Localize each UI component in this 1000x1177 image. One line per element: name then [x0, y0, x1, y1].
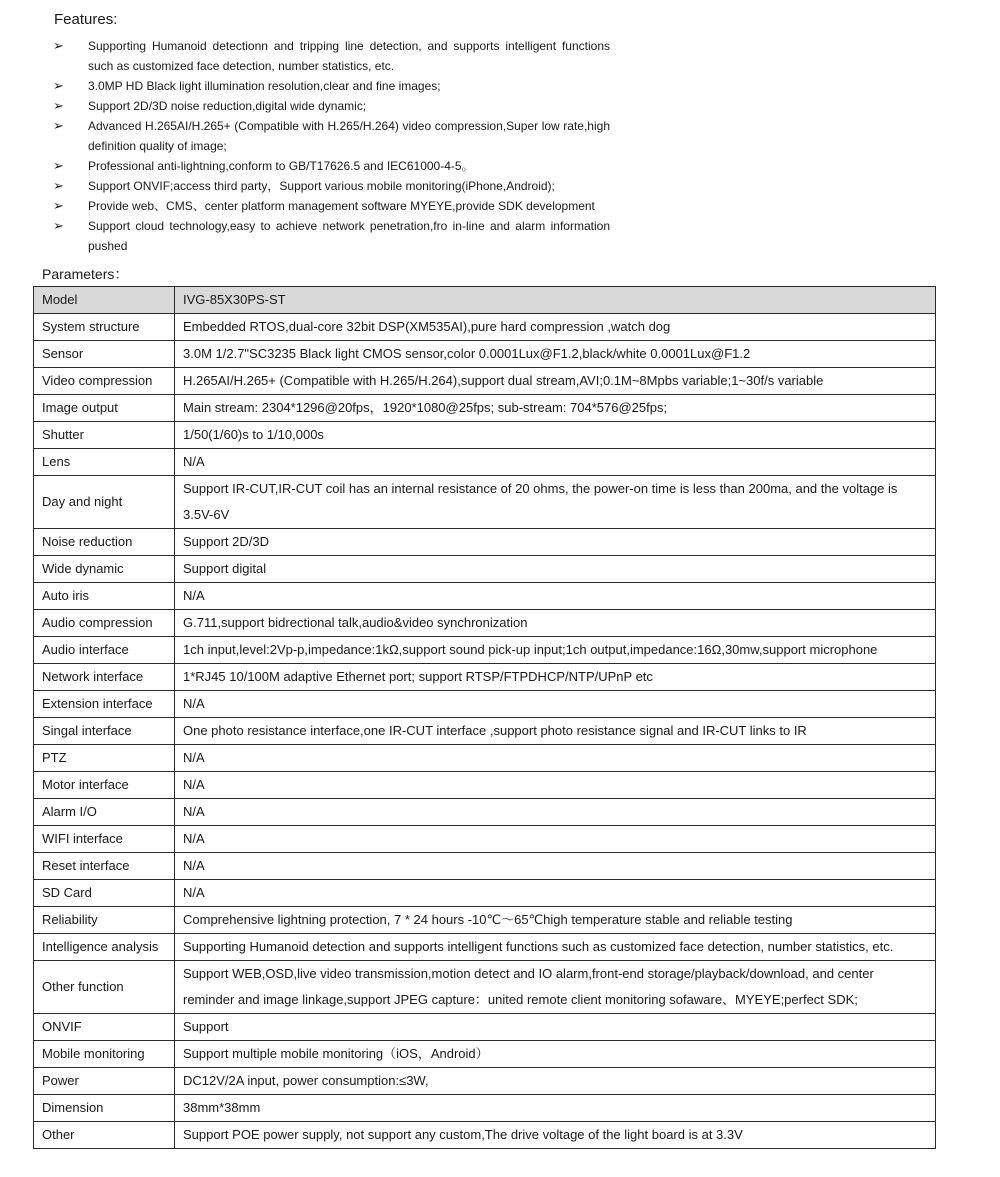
- param-name: WIFI interface: [34, 826, 175, 853]
- param-name: Other: [34, 1122, 175, 1149]
- table-row: [34, 664, 936, 691]
- feature-item: [0, 176, 1000, 196]
- param-name: Audio compression: [34, 610, 175, 637]
- table-row: [34, 637, 936, 664]
- param-name: Day and night: [34, 476, 175, 529]
- param-name: Singal interface: [34, 718, 175, 745]
- arrow-bullet-icon: ➢: [53, 118, 64, 133]
- feature-item: [0, 116, 1000, 156]
- param-name: Video compression: [34, 368, 175, 395]
- arrow-bullet-icon: ➢: [53, 198, 64, 213]
- table-row: [34, 476, 936, 529]
- feature-text: Provide web、CMS、center platform management software MYEYE,provide SDK development: [88, 199, 595, 213]
- table-row: [34, 1014, 936, 1041]
- param-value: Support WEB,OSD,live video transmission,motion detect and IO alarm,front-end storage/playback/download, and center reminder and image linkage,support JPEG capture：united remote client monitoring sofaware、MYEYE;perfect SDK;: [175, 961, 936, 1014]
- param-value: Support POE power supply, not support any custom,The drive voltage of the light board is at 3.3V: [175, 1122, 936, 1149]
- feature-text: Professional anti-lightning,conform to GB/T17626.5 and IEC61000-4-5。: [88, 159, 474, 173]
- feature-text: 3.0MP HD Black light illumination resolution,clear and fine images;: [88, 79, 441, 93]
- table-row: [34, 1041, 936, 1068]
- param-name: Network interface: [34, 664, 175, 691]
- param-value: Main stream: 2304*1296@20fps，1920*1080@25fps; sub-stream: 704*576@25fps;: [175, 395, 936, 422]
- table-row: [34, 880, 936, 907]
- param-name: Intelligence analysis: [34, 934, 175, 961]
- param-name: Motor interface: [34, 772, 175, 799]
- param-value: One photo resistance interface,one IR-CUT interface ,support photo resistance signal and IR-CUT links to IR: [175, 718, 936, 745]
- param-value: N/A: [175, 880, 936, 907]
- param-name: Lens: [34, 449, 175, 476]
- table-row: [34, 1122, 936, 1149]
- table-row: [34, 961, 936, 1014]
- param-name: Extension interface: [34, 691, 175, 718]
- table-row: [34, 1095, 936, 1122]
- parameters-table: [33, 286, 936, 1149]
- param-value: 38mm*38mm: [175, 1095, 936, 1122]
- parameters-title: Parameters：: [42, 266, 129, 282]
- table-row: [34, 772, 936, 799]
- feature-item: [0, 196, 1000, 216]
- param-name: Other function: [34, 961, 175, 1014]
- param-name: Auto iris: [34, 583, 175, 610]
- table-row: [34, 826, 936, 853]
- param-value: Support: [175, 1014, 936, 1041]
- param-value: Supporting Humanoid detection and supports intelligent functions such as customized face detection, number statistics, etc.: [175, 934, 936, 961]
- table-row: [34, 556, 936, 583]
- table-row: [34, 449, 936, 476]
- arrow-bullet-icon: ➢: [53, 218, 64, 233]
- param-name: SD Card: [34, 880, 175, 907]
- param-value: 3.0M 1/2.7"SC3235 Black light CMOS sensor,color 0.0001Lux@F1.2,black/white 0.0001Lux@F1.2: [175, 341, 936, 368]
- param-value: 1/50(1/60)s to 1/10,000s: [175, 422, 936, 449]
- param-name: Power: [34, 1068, 175, 1095]
- feature-text: Advanced H.265AI/H.265+ (Compatible with H.265/H.264) video compression,Super low rate,high definition quality of image;: [88, 119, 610, 153]
- param-value: Comprehensive lightning protection, 7 * 24 hours -10℃～65℃high temperature stable and reliable testing: [175, 907, 936, 934]
- param-value: N/A: [175, 449, 936, 476]
- param-value: DC12V/2A input, power consumption:≤3W,: [175, 1068, 936, 1095]
- table-row: [34, 934, 936, 961]
- feature-item: [0, 216, 1000, 256]
- param-name: Wide dynamic: [34, 556, 175, 583]
- param-name: Audio interface: [34, 637, 175, 664]
- table-row: [34, 314, 936, 341]
- param-value: N/A: [175, 853, 936, 880]
- param-name: Alarm I/O: [34, 799, 175, 826]
- param-value: G.711,support bidrectional talk,audio&video synchronization: [175, 610, 936, 637]
- table-row: [34, 907, 936, 934]
- param-name: Mobile monitoring: [34, 1041, 175, 1068]
- param-name: Sensor: [34, 341, 175, 368]
- param-value: N/A: [175, 799, 936, 826]
- feature-item: [0, 76, 1000, 96]
- param-name: Reliability: [34, 907, 175, 934]
- param-name: Reset interface: [34, 853, 175, 880]
- table-row: [34, 583, 936, 610]
- table-row: [34, 368, 936, 395]
- arrow-bullet-icon: ➢: [53, 178, 64, 193]
- param-value: Support digital: [175, 556, 936, 583]
- table-row: [34, 422, 936, 449]
- arrow-bullet-icon: ➢: [53, 38, 64, 53]
- param-value: IVG-85X30PS-ST: [175, 287, 936, 314]
- param-value: Support 2D/3D: [175, 529, 936, 556]
- arrow-bullet-icon: ➢: [53, 158, 64, 173]
- arrow-bullet-icon: ➢: [53, 98, 64, 113]
- table-row: [34, 718, 936, 745]
- table-row: [34, 745, 936, 772]
- table-row: [34, 287, 936, 314]
- param-name: Model: [34, 287, 175, 314]
- feature-item: [0, 36, 1000, 76]
- feature-text: Supporting Humanoid detectionn and tripping line detection, and supports intelligent functions such as customized face detection, number statistics, etc.: [88, 39, 610, 73]
- param-name: Shutter: [34, 422, 175, 449]
- feature-item: [0, 156, 1000, 176]
- param-value: H.265AI/H.265+ (Compatible with H.265/H.264),support dual stream,AVI;0.1M~8Mpbs variable;1~30f/s variable: [175, 368, 936, 395]
- param-value: Support multiple mobile monitoring（iOS，Android）: [175, 1041, 936, 1068]
- arrow-bullet-icon: ➢: [53, 78, 64, 93]
- param-value: Embedded RTOS,dual-core 32bit DSP(XM535AI),pure hard compression ,watch dog: [175, 314, 936, 341]
- param-value: N/A: [175, 772, 936, 799]
- features-title: Features:: [54, 11, 118, 28]
- param-name: ONVIF: [34, 1014, 175, 1041]
- feature-text: Support ONVIF;access third party，Support various mobile monitoring(iPhone,Android);: [88, 179, 555, 193]
- table-row: [34, 395, 936, 422]
- param-name: PTZ: [34, 745, 175, 772]
- param-value: 1*RJ45 10/100M adaptive Ethernet port; support RTSP/FTPDHCP/NTP/UPnP etc: [175, 664, 936, 691]
- table-row: [34, 853, 936, 880]
- feature-list: [0, 36, 1000, 256]
- table-row: [34, 1068, 936, 1095]
- table-row: [34, 799, 936, 826]
- param-value: N/A: [175, 691, 936, 718]
- table-row: [34, 341, 936, 368]
- param-name: Dimension: [34, 1095, 175, 1122]
- table-row: [34, 691, 936, 718]
- param-value: N/A: [175, 583, 936, 610]
- feature-text: Support cloud technology,easy to achieve network penetration,fro in-line and alarm information pushed: [88, 219, 610, 253]
- param-value: N/A: [175, 826, 936, 853]
- param-value: 1ch input,level:2Vp-p,impedance:1kΩ,support sound pick-up input;1ch output,impedance:16Ω,30mw,support microphone: [175, 637, 936, 664]
- param-name: Noise reduction: [34, 529, 175, 556]
- feature-item: [0, 96, 1000, 116]
- param-value: Support IR-CUT,IR-CUT coil has an internal resistance of 20 ohms, the power-on time is less than 200ma, and the voltage is 3.5V-6V: [175, 476, 936, 529]
- param-name: Image output: [34, 395, 175, 422]
- table-row: [34, 529, 936, 556]
- feature-text: Support 2D/3D noise reduction,digital wide dynamic;: [88, 99, 367, 113]
- param-value: N/A: [175, 745, 936, 772]
- param-name: System structure: [34, 314, 175, 341]
- table-row: [34, 610, 936, 637]
